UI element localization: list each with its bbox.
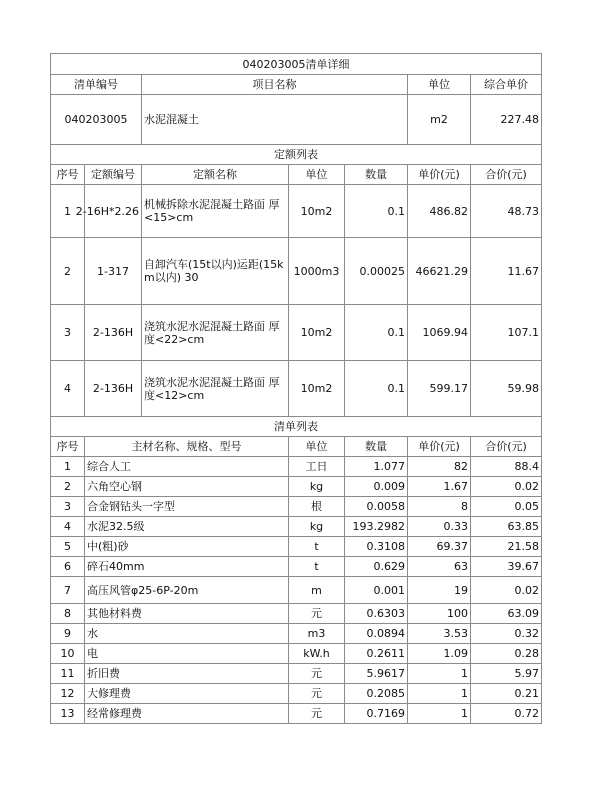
material-unit: 元: [289, 604, 345, 624]
material-no: 2: [51, 477, 85, 497]
material-qty: 0.3108: [345, 537, 408, 557]
quota-header-unit: 单位: [289, 165, 345, 185]
quota-unit: 1000m3: [289, 238, 345, 305]
material-total: 0.32: [471, 624, 542, 644]
material-no: 8: [51, 604, 85, 624]
material-total: 21.58: [471, 537, 542, 557]
material-total: 88.4: [471, 457, 542, 477]
quota-row: [51, 185, 542, 238]
material-unit-price: 3.53: [408, 624, 471, 644]
material-total: 0.05: [471, 497, 542, 517]
quota-unit-price: 486.82: [408, 185, 471, 238]
material-no: 11: [51, 664, 85, 684]
quota-row: [51, 238, 542, 305]
material-no: 13: [51, 704, 85, 724]
quota-no: 2: [51, 238, 85, 305]
material-name: 折旧费: [85, 664, 289, 684]
material-unit: kg: [289, 517, 345, 537]
material-header-name: 主材名称、规格、型号: [85, 437, 289, 457]
material-row: [51, 497, 542, 517]
material-row: [51, 537, 542, 557]
material-name: 水泥32.5级: [85, 517, 289, 537]
quota-header-qty: 数量: [345, 165, 408, 185]
material-row: [51, 557, 542, 577]
material-name: 大修理费: [85, 684, 289, 704]
material-unit-price: 8: [408, 497, 471, 517]
material-unit-price: 100: [408, 604, 471, 624]
material-unit-price: 1.67: [408, 477, 471, 497]
material-unit: kW.h: [289, 644, 345, 664]
material-unit: m: [289, 577, 345, 604]
material-name: 水: [85, 624, 289, 644]
material-unit-price: 1: [408, 704, 471, 724]
quota-header-name: 定额名称: [142, 165, 289, 185]
item-price: 227.48: [471, 95, 542, 145]
material-no: 12: [51, 684, 85, 704]
material-unit-price: 1: [408, 684, 471, 704]
material-name: 经常修理费: [85, 704, 289, 724]
quota-code: 1-317: [85, 238, 142, 305]
material-qty: 0.6303: [345, 604, 408, 624]
material-qty: 0.001: [345, 577, 408, 604]
material-name: 电: [85, 644, 289, 664]
material-row: [51, 477, 542, 497]
material-qty: 1.077: [345, 457, 408, 477]
material-unit-price: 69.37: [408, 537, 471, 557]
material-qty: 0.009: [345, 477, 408, 497]
quota-code: 2-16H*2.26: [85, 185, 142, 238]
material-no: 7: [51, 577, 85, 604]
quota-name: 浇筑水泥水泥混凝土路面 厚度<22>cm: [142, 305, 289, 361]
material-row: [51, 457, 542, 477]
material-no: 9: [51, 624, 85, 644]
material-name: 高压风管φ25-6P-20m: [85, 577, 289, 604]
quota-qty: 0.00025: [345, 238, 408, 305]
material-no: 10: [51, 644, 85, 664]
quota-unit: 10m2: [289, 185, 345, 238]
material-total: 63.09: [471, 604, 542, 624]
material-name: 合金钢钻头一字型: [85, 497, 289, 517]
header-unit: 单位: [408, 75, 471, 95]
material-qty: 0.7169: [345, 704, 408, 724]
material-row: [51, 624, 542, 644]
material-no: 4: [51, 517, 85, 537]
quota-unit-price: 599.17: [408, 361, 471, 417]
quota-total: 11.67: [471, 238, 542, 305]
header-bill-code: 清单编号: [51, 75, 142, 95]
material-unit-price: 1.09: [408, 644, 471, 664]
material-total: 63.85: [471, 517, 542, 537]
material-total: 39.67: [471, 557, 542, 577]
quota-unit-price: 1069.94: [408, 305, 471, 361]
quota-name: 机械拆除水泥混凝土路面 厚<15>cm: [142, 185, 289, 238]
material-unit-price: 63: [408, 557, 471, 577]
quota-header-total: 合价(元): [471, 165, 542, 185]
material-header-unit: 单位: [289, 437, 345, 457]
quota-total: 48.73: [471, 185, 542, 238]
material-total: 0.02: [471, 577, 542, 604]
bill-detail-table: [50, 53, 542, 724]
quota-row: [51, 361, 542, 417]
material-name: 六角空心钢: [85, 477, 289, 497]
material-unit: 工日: [289, 457, 345, 477]
material-unit-price: 0.33: [408, 517, 471, 537]
material-total: 0.21: [471, 684, 542, 704]
item-code: 040203005: [51, 95, 142, 145]
material-header-qty: 数量: [345, 437, 408, 457]
quota-code: 2-136H: [85, 305, 142, 361]
material-name: 其他材料费: [85, 604, 289, 624]
quota-row: [51, 305, 542, 361]
material-header-total: 合价(元): [471, 437, 542, 457]
material-total: 5.97: [471, 664, 542, 684]
material-name: 碎石40mm: [85, 557, 289, 577]
quota-total: 59.98: [471, 361, 542, 417]
material-total: 0.28: [471, 644, 542, 664]
material-no: 5: [51, 537, 85, 557]
quota-qty: 0.1: [345, 185, 408, 238]
quota-total: 107.1: [471, 305, 542, 361]
material-no: 6: [51, 557, 85, 577]
quota-header-unit-price: 单价(元): [408, 165, 471, 185]
material-row: [51, 664, 542, 684]
material-row: [51, 577, 542, 604]
header-item-name: 项目名称: [142, 75, 408, 95]
material-row: [51, 604, 542, 624]
quota-no: 4: [51, 361, 85, 417]
material-unit: t: [289, 537, 345, 557]
material-no: 1: [51, 457, 85, 477]
material-section-title: 清单列表: [51, 417, 542, 437]
sheet-title: 040203005清单详细: [51, 54, 542, 75]
quota-name: 浇筑水泥水泥混凝土路面 厚度<12>cm: [142, 361, 289, 417]
material-row: [51, 644, 542, 664]
material-unit-price: 82: [408, 457, 471, 477]
material-unit: 元: [289, 684, 345, 704]
item-unit: m2: [408, 95, 471, 145]
quota-qty: 0.1: [345, 361, 408, 417]
material-unit-price: 1: [408, 664, 471, 684]
material-unit: t: [289, 557, 345, 577]
material-unit: kg: [289, 477, 345, 497]
material-row: [51, 684, 542, 704]
material-no: 3: [51, 497, 85, 517]
material-total: 0.72: [471, 704, 542, 724]
header-composite-price: 综合单价: [471, 75, 542, 95]
quota-section-title: 定额列表: [51, 145, 542, 165]
material-unit: 元: [289, 664, 345, 684]
material-qty: 0.0894: [345, 624, 408, 644]
material-name: 综合人工: [85, 457, 289, 477]
material-total: 0.02: [471, 477, 542, 497]
material-row: [51, 704, 542, 724]
material-name: 中(粗)砂: [85, 537, 289, 557]
quota-header-code: 定额编号: [85, 165, 142, 185]
material-qty: 0.2611: [345, 644, 408, 664]
quota-name: 自卸汽车(15t以内)运距(15km以内) 30: [142, 238, 289, 305]
material-qty: 0.629: [345, 557, 408, 577]
quota-unit-price: 46621.29: [408, 238, 471, 305]
quota-unit: 10m2: [289, 305, 345, 361]
quota-header-no: 序号: [51, 165, 85, 185]
material-row: [51, 517, 542, 537]
material-header-unit-price: 单价(元): [408, 437, 471, 457]
quota-no: 1: [51, 185, 85, 238]
material-qty: 5.9617: [345, 664, 408, 684]
quota-qty: 0.1: [345, 305, 408, 361]
quota-unit: 10m2: [289, 361, 345, 417]
material-unit-price: 19: [408, 577, 471, 604]
material-qty: 0.2085: [345, 684, 408, 704]
material-qty: 0.0058: [345, 497, 408, 517]
quota-code: 2-136H: [85, 361, 142, 417]
material-unit: 元: [289, 704, 345, 724]
quota-no: 3: [51, 305, 85, 361]
material-unit: 根: [289, 497, 345, 517]
material-header-no: 序号: [51, 437, 85, 457]
material-unit: m3: [289, 624, 345, 644]
item-name: 水泥混凝土: [142, 95, 408, 145]
material-qty: 193.2982: [345, 517, 408, 537]
